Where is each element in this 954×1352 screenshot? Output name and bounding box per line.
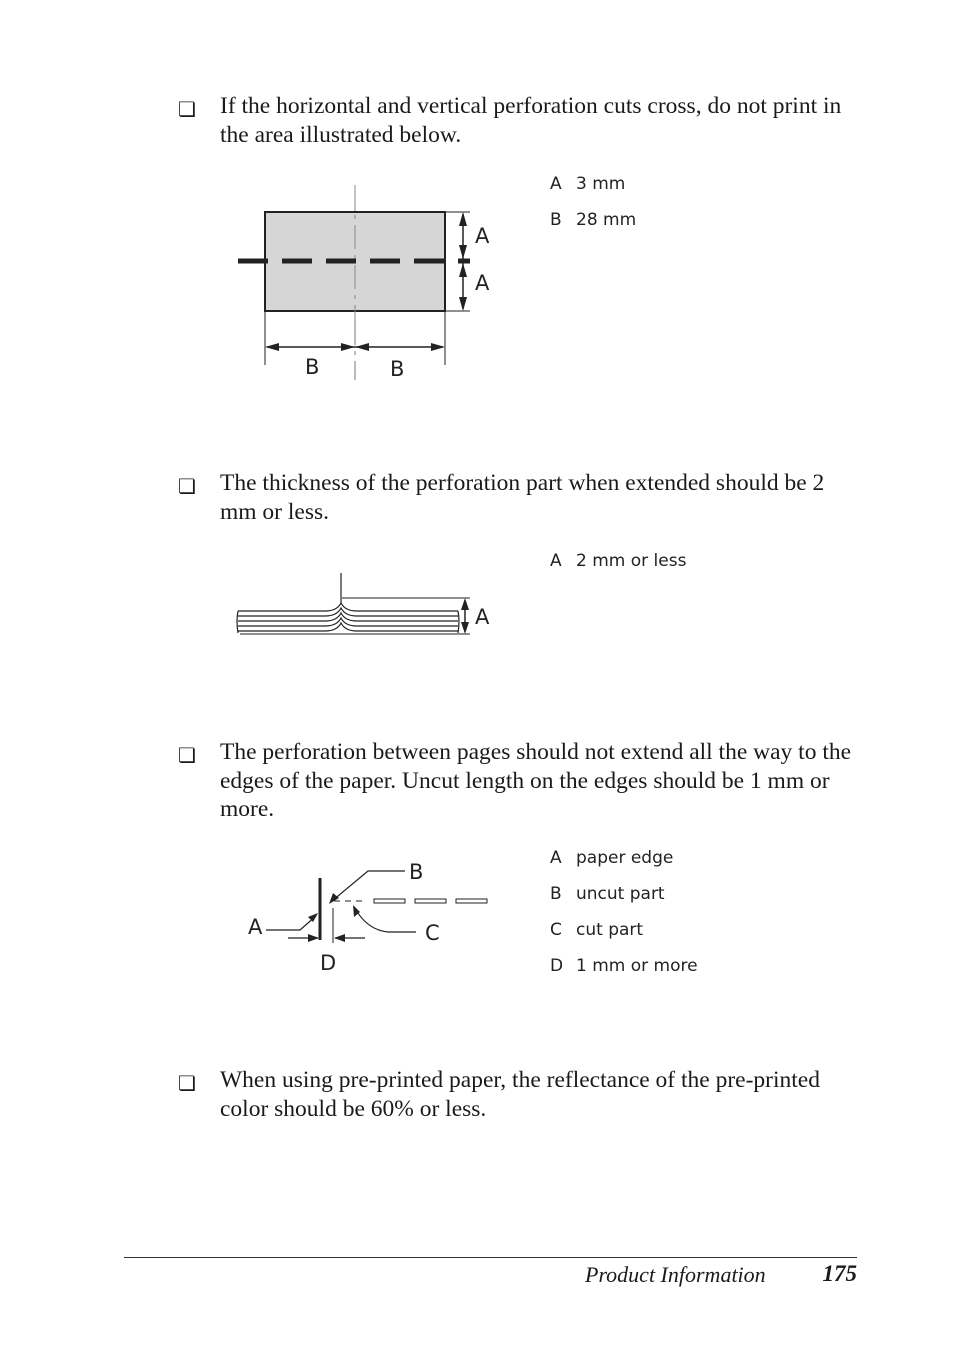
legend-row <box>550 174 636 210</box>
arrow-b <box>329 893 339 904</box>
legend <box>550 848 698 992</box>
checkbox-bullet-icon: ❏ <box>178 1071 196 1095</box>
leader-a <box>266 916 316 930</box>
label-c: C <box>425 921 440 945</box>
cut-parts <box>334 899 487 903</box>
label-b: B <box>409 860 424 884</box>
legend <box>550 174 636 246</box>
perforation-thickness-figure <box>230 565 510 645</box>
legend-key: B <box>550 884 562 904</box>
leader-b <box>332 871 405 901</box>
arrow-up <box>459 263 467 277</box>
legend-key: D <box>550 956 564 976</box>
legend-key: A <box>550 174 562 194</box>
label-b-left: B <box>305 355 320 379</box>
checkbox-bullet-icon: ❏ <box>178 97 196 121</box>
legend-key: A <box>550 551 562 571</box>
legend-value: cut part <box>576 920 644 940</box>
label-d: D <box>320 951 337 975</box>
label-a: A <box>475 605 490 629</box>
bullet-text: The thickness of the perforation part when extended should be 2 mm or less. <box>220 470 825 525</box>
legend-key: C <box>550 920 562 940</box>
arrow-down <box>459 245 467 259</box>
bullet-text: The perforation between pages should not extend all the way to the edges of the paper. Uncut length on the edges should be 1 mm or more. <box>220 739 852 822</box>
legend-value: 28 mm <box>576 210 637 230</box>
label-b-right: B <box>390 357 405 381</box>
legend-value: uncut part <box>576 884 665 904</box>
legend-key: B <box>550 210 562 230</box>
page-number: 175 <box>822 1261 857 1286</box>
arrow-up <box>461 598 469 610</box>
footer-section-title: Product Information <box>585 1262 766 1287</box>
bullet-text: If the horizontal and vertical perforation cuts cross, do not print in the area illustrated below. <box>220 93 842 148</box>
arrow-right <box>431 343 445 351</box>
checkbox-bullet-icon: ❏ <box>178 743 196 767</box>
legend-value: 2 mm or less <box>576 551 687 571</box>
legend-row <box>550 956 698 992</box>
arrow-d-left <box>334 934 345 942</box>
bullet-text: When using pre-printed paper, the reflectance of the pre-printed color should be 60% or less. <box>220 1067 820 1122</box>
legend-row <box>550 848 698 884</box>
legend <box>550 551 686 587</box>
legend-row <box>550 551 686 587</box>
arrow-down <box>461 622 469 634</box>
arrow-left <box>355 343 369 351</box>
arrow-right <box>341 343 355 351</box>
label-a: A <box>248 915 263 939</box>
arrow-d-right <box>308 934 319 942</box>
arrow-left <box>265 343 279 351</box>
legend-value: 3 mm <box>576 174 626 194</box>
footer-rule <box>124 1257 857 1258</box>
legend-row <box>550 210 636 246</box>
legend-row <box>550 884 698 920</box>
legend-key: A <box>550 848 562 868</box>
label-a-bottom: A <box>475 271 490 295</box>
label-a-top: A <box>475 224 490 248</box>
arrow-down <box>459 297 467 311</box>
legend-value: paper edge <box>576 848 674 868</box>
legend-value: 1 mm or more <box>576 956 698 976</box>
leader-c <box>356 910 416 932</box>
arrow-a <box>308 913 318 922</box>
checkbox-bullet-icon: ❏ <box>178 474 196 498</box>
perforation-cross-figure <box>230 180 510 390</box>
arrow-up <box>459 212 467 226</box>
legend-row <box>550 920 698 956</box>
uncut-edge-figure <box>240 850 500 980</box>
paper-stack <box>237 603 459 633</box>
